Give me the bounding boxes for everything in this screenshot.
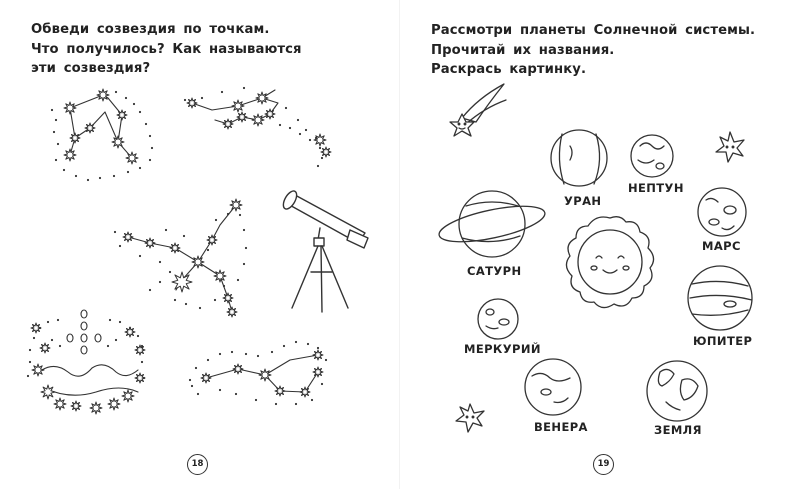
guide-dot (119, 321, 121, 323)
guide-dot (243, 87, 245, 89)
guide-dot (59, 345, 61, 347)
guide-dot (271, 351, 273, 353)
guide-dot (149, 159, 151, 161)
guide-dot (197, 393, 199, 395)
right-instruction-line-2: Прочитай их названия. (431, 42, 615, 58)
guide-dot (275, 403, 277, 405)
guide-dot (307, 343, 309, 345)
guide-dot (219, 389, 221, 391)
guide-dot (55, 119, 57, 121)
star-icon (275, 386, 285, 396)
guide-dot (195, 367, 197, 369)
guide-dot (149, 289, 151, 291)
star-icon (145, 238, 155, 248)
guide-dot (214, 299, 216, 301)
star-icon (123, 232, 133, 242)
star-icon (230, 199, 242, 211)
guide-dot (27, 375, 29, 377)
star-icon (313, 367, 323, 377)
star-icon (126, 152, 138, 164)
constellation-5 (189, 341, 327, 405)
star-icon (232, 100, 244, 112)
right-instruction-line-1: Рассмотри планеты Солнечной системы. (431, 23, 756, 38)
guide-dot (207, 359, 209, 361)
star-icon (227, 307, 237, 317)
guide-dot (151, 147, 153, 149)
guide-dot (75, 175, 77, 177)
guide-dot (159, 261, 161, 263)
star-top-right-illustration (716, 132, 744, 162)
star-icon (172, 272, 192, 292)
guide-dot (235, 393, 237, 395)
venus-label: ВЕНЕРА (534, 420, 588, 434)
guide-dot (283, 345, 285, 347)
star-icon (256, 92, 268, 104)
guide-dot (29, 361, 31, 363)
guide-dot (115, 91, 117, 93)
guide-dot (285, 107, 287, 109)
guide-dot (53, 131, 55, 133)
guide-dot (223, 285, 225, 287)
star-icon (90, 402, 102, 414)
guide-dot (183, 235, 185, 237)
star-icon (192, 256, 204, 268)
guide-dot (243, 263, 245, 265)
saturn-illustration (436, 191, 547, 257)
guide-dot (127, 171, 129, 173)
star-icon (122, 390, 134, 402)
guide-dot (239, 214, 241, 216)
guide-dot (321, 383, 323, 385)
right-page (400, 0, 800, 489)
guide-dot (311, 399, 313, 401)
star-icon (41, 385, 55, 399)
venus-illustration (525, 359, 581, 415)
star-icon (71, 401, 81, 411)
star-icon (170, 243, 180, 253)
guide-dot (255, 399, 257, 401)
guide-dot (63, 169, 65, 171)
guide-dot (191, 385, 193, 387)
star-icon (252, 114, 264, 126)
guide-dot (47, 321, 49, 323)
star-icon (300, 387, 310, 397)
star-icon (135, 345, 145, 355)
uranus-illustration (551, 130, 607, 186)
guide-dot (243, 229, 245, 231)
guide-dot (319, 147, 321, 149)
neptune-illustration (631, 135, 673, 177)
star-icon (265, 109, 275, 119)
guide-dot (321, 157, 323, 159)
guide-dot (317, 347, 319, 349)
guide-dot (139, 111, 141, 113)
guide-dot (139, 255, 141, 257)
guide-dot (174, 299, 176, 301)
star-icon (32, 364, 44, 376)
guide-dot (219, 353, 221, 355)
guide-dot (139, 167, 141, 169)
star-icon (70, 133, 80, 143)
guide-dot (165, 229, 167, 231)
mars-illustration (698, 188, 746, 236)
guide-dot (221, 91, 223, 93)
left-page-number: 18 (187, 454, 208, 475)
constellation-3 (114, 199, 247, 317)
guide-dot (231, 351, 233, 353)
guide-dot (87, 179, 89, 181)
star-icon (201, 373, 211, 383)
guide-dot (201, 97, 203, 99)
star-icon (97, 89, 109, 101)
mercury-label: МЕРКУРИЙ (464, 342, 541, 356)
guide-dot (51, 339, 53, 341)
guide-dot (299, 133, 301, 135)
constellation-2 (184, 87, 331, 167)
guide-dot (137, 335, 139, 337)
guide-dot (199, 307, 201, 309)
telescope-illustration (281, 189, 368, 312)
guide-dot (189, 379, 191, 381)
star-icon (108, 398, 120, 410)
earth-label: ЗЕМЛЯ (654, 423, 702, 437)
guide-dot (109, 319, 111, 321)
constellation-4 (27, 310, 145, 414)
neptune-label: НЕПТУН (628, 181, 684, 195)
star-icon (64, 102, 76, 114)
star-icon (321, 147, 331, 157)
constellation-2-dots (184, 87, 323, 167)
sun-illustration (566, 217, 653, 308)
uranus-label: УРАН (564, 194, 602, 208)
star-icon (259, 369, 271, 381)
guide-dot (55, 159, 57, 161)
guide-dot (245, 353, 247, 355)
guide-dot (184, 99, 186, 101)
star-icon (314, 134, 326, 146)
star-icon (223, 293, 233, 303)
right-instruction-line-3: Раскрась картинку. (431, 62, 587, 77)
guide-dot (141, 361, 143, 363)
constellation-4-stars (31, 323, 145, 414)
guide-dot (227, 213, 229, 215)
comet-illustration (450, 84, 506, 136)
jupiter-illustration (688, 266, 752, 330)
star-icon (64, 149, 76, 161)
guide-dot (107, 345, 109, 347)
constellation-2-stars (187, 92, 331, 157)
guide-dot (169, 271, 171, 273)
constellation-3-stars (123, 199, 242, 317)
guide-dot (245, 247, 247, 249)
star-icon (125, 327, 135, 337)
star-icon (237, 112, 247, 122)
guide-dot (113, 175, 115, 177)
guide-dot (29, 349, 31, 351)
star-bottom-left-illustration (456, 404, 484, 432)
star-icon (112, 136, 124, 148)
star-icon (40, 343, 50, 353)
star-icon (207, 235, 217, 245)
guide-dot (57, 319, 59, 321)
guide-dot (295, 341, 297, 343)
guide-dot (215, 219, 217, 221)
guide-dot (289, 127, 291, 129)
jupiter-label: ЮПИТЕР (693, 334, 753, 348)
guide-dot (133, 103, 135, 105)
star-icon (54, 398, 66, 410)
star-icon (117, 110, 127, 120)
guide-dot (99, 177, 101, 179)
guide-dot (145, 123, 147, 125)
guide-dot (51, 109, 53, 111)
guide-dot (159, 281, 161, 283)
left-instruction-line-1: Обведи созвездия по точкам. (31, 22, 270, 37)
star-icon (313, 350, 323, 360)
constellation-1 (51, 89, 153, 181)
saturn-label: САТУРН (467, 264, 522, 278)
guide-dot (257, 355, 259, 357)
star-icon (135, 373, 145, 383)
right-page-number: 19 (593, 454, 614, 475)
star-icon (85, 123, 95, 133)
mercury-illustration (478, 299, 518, 339)
guide-dot (295, 403, 297, 405)
earth-illustration (647, 361, 707, 421)
guide-dot (185, 303, 187, 305)
left-instruction-line-3: эти созвездия? (31, 61, 151, 76)
left-instruction-line-2: Что получилось? Как называются (31, 41, 302, 57)
guide-dot (297, 119, 299, 121)
star-icon (214, 270, 226, 282)
guide-dot (149, 135, 151, 137)
guide-dot (119, 245, 121, 247)
star-icon (31, 323, 41, 333)
guide-dot (207, 249, 209, 251)
star-icon (223, 119, 233, 129)
guide-dot (114, 231, 116, 233)
guide-dot (33, 337, 35, 339)
guide-dot (279, 124, 281, 126)
guide-dot (57, 143, 59, 145)
guide-dot (325, 359, 327, 361)
guide-dot (125, 97, 127, 99)
mars-label: МАРС (702, 239, 741, 253)
guide-dot (305, 129, 307, 131)
guide-dot (309, 139, 311, 141)
star-icon (233, 364, 243, 374)
guide-dot (317, 165, 319, 167)
guide-dot (237, 279, 239, 281)
star-icon (187, 98, 197, 108)
guide-dot (115, 339, 117, 341)
